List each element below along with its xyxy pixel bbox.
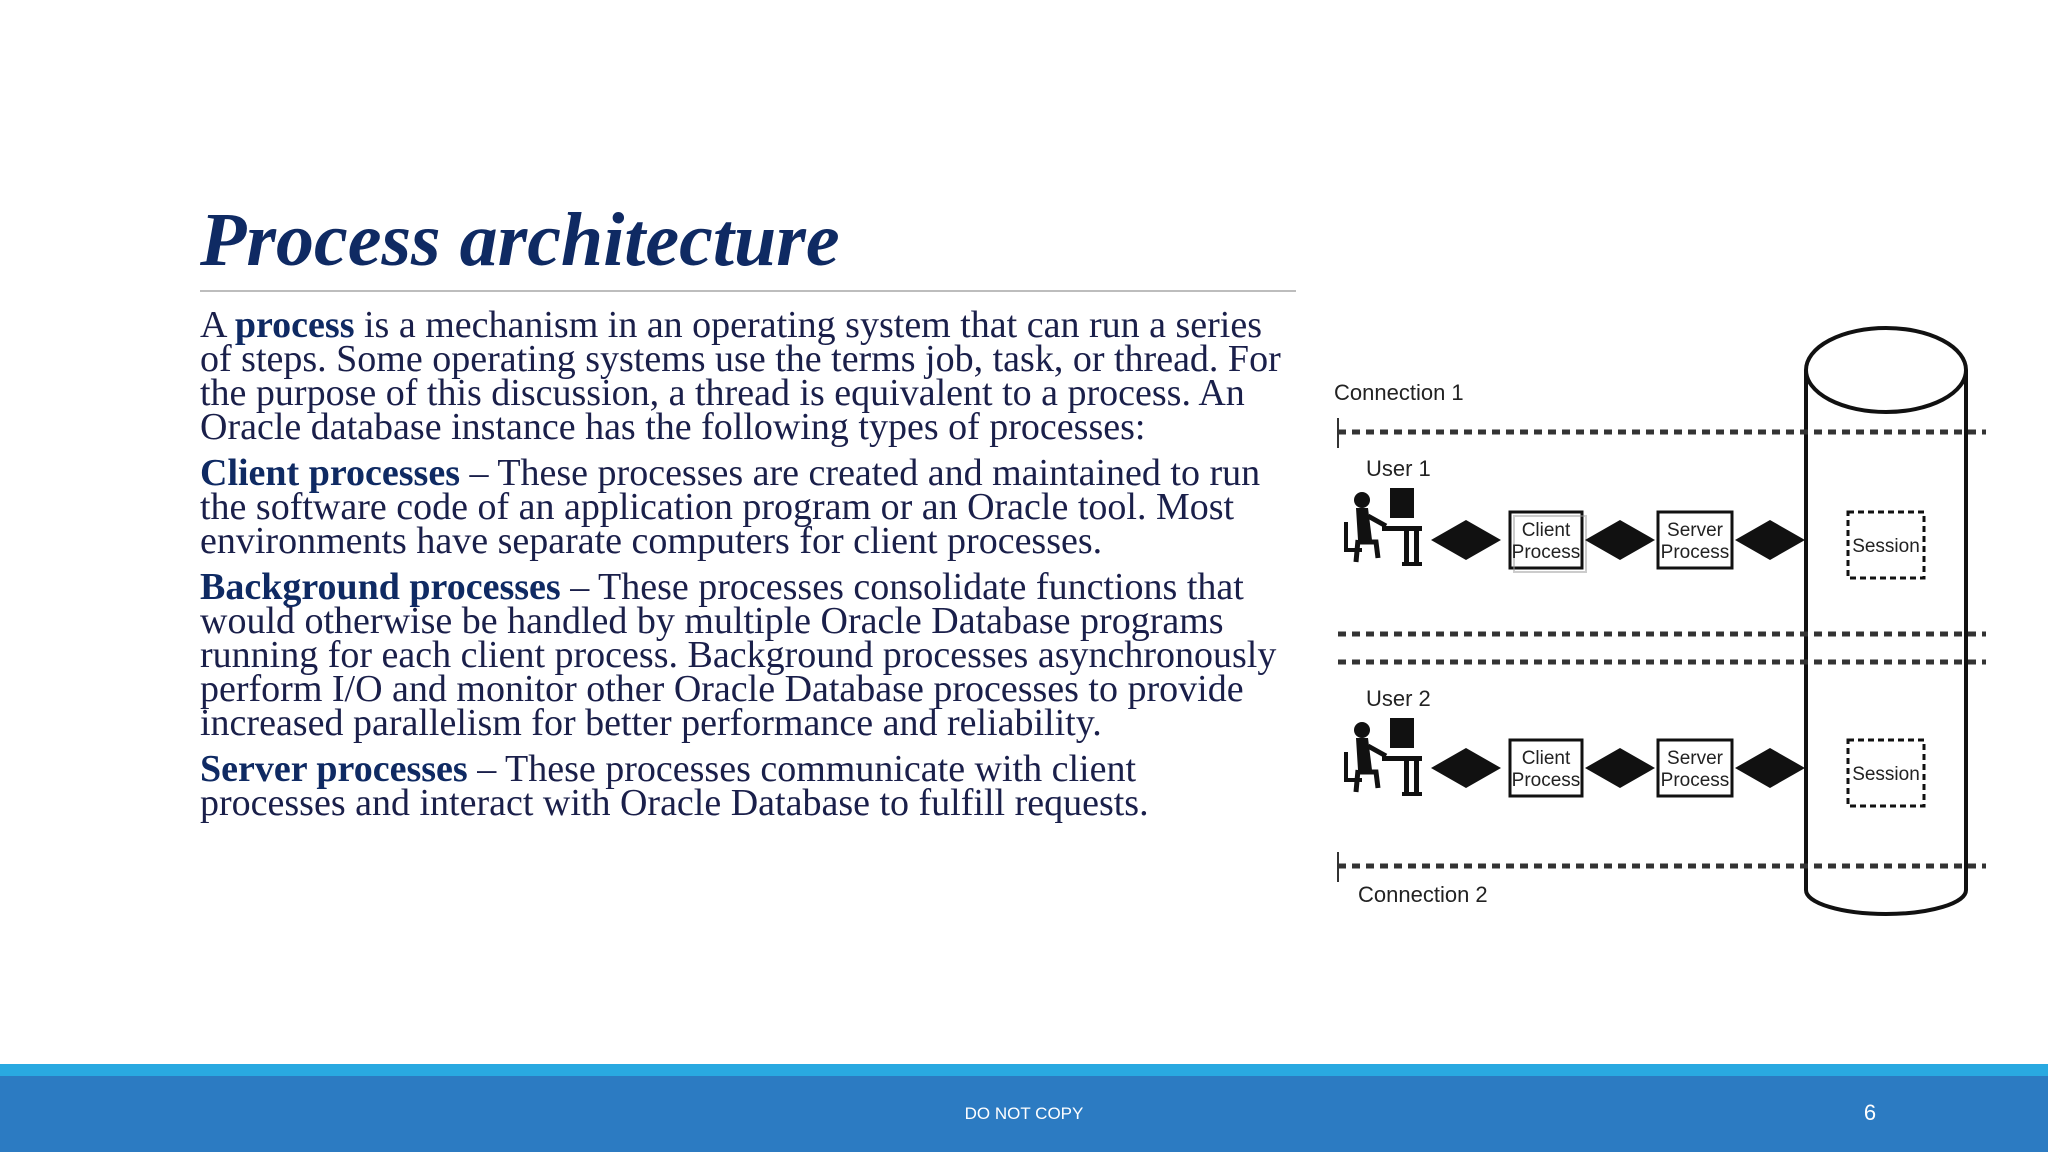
process-diagram (1296, 290, 2048, 1050)
session-box-1 (1848, 512, 1924, 578)
footer-notice: DO NOT COPY (964, 1104, 1084, 1123)
page-number: 6 (1863, 1100, 1877, 1125)
user-2-workstation-icon (1346, 718, 1422, 796)
client-process-2-line1: Client (1521, 748, 1571, 769)
user-2-label: User 2 (1366, 686, 1431, 711)
session-box-2 (1848, 740, 1924, 806)
client-process-2-line2: Process (1511, 770, 1581, 791)
client-process-1-line2: Process (1511, 542, 1581, 563)
process-diagram-svg (1296, 290, 2048, 1050)
paragraph-process (200, 304, 1290, 448)
term-client-processes: Client processes (200, 452, 460, 494)
client-process-box-1 (1510, 512, 1586, 572)
server-process-2-line1: Server (1667, 748, 1723, 769)
paragraph-text: – These processes consolidate functions that would otherwise be handled by multiple Oracle Database programs running for each client process. Background processes asynchronously perform I/O and monitor other Oracle Database processes to provide increased parallelism for better performance and reliability. (200, 566, 1277, 744)
body-text (200, 304, 1290, 832)
server-process-2-line2: Process (1660, 770, 1730, 791)
paragraph-server-processes (200, 748, 1290, 824)
connection-2-label: Connection 2 (1358, 882, 1488, 907)
paragraph-text: is a mechanism in an operating system that can run a series of steps. Some operating systems use the terms job, task, or thread. For the purpose of this discussion, a thread is equivalent to a process. An Oracle database instance has the following types of processes: (200, 304, 1281, 448)
user-1-workstation-icon (1346, 488, 1422, 566)
database-cylinder (1806, 328, 1966, 914)
term-process: process (234, 304, 355, 346)
user-1-label: User 1 (1366, 456, 1431, 481)
session-2-label: Session (1852, 764, 1920, 785)
session-1-label: Session (1852, 536, 1920, 557)
client-process-box-2 (1510, 740, 1582, 796)
term-server-processes: Server processes (200, 748, 468, 790)
client-process-1-line1: Client (1521, 520, 1571, 541)
slide-title: Process architecture (200, 198, 840, 282)
connection-1-label: Connection 1 (1334, 380, 1464, 405)
footer-accent-stripe (0, 1064, 2048, 1076)
paragraph-client-processes (200, 452, 1290, 562)
server-process-box-1 (1658, 512, 1732, 568)
paragraph-text: – These processes are created and maintained to run the software code of an application program or an Oracle tool. Most environments have separate computers for client processes. (200, 452, 1261, 562)
server-process-1-line2: Process (1660, 542, 1730, 563)
term-background-processes: Background processes (200, 566, 561, 608)
server-process-1-line1: Server (1667, 520, 1723, 541)
paragraph-lead: A (200, 304, 235, 346)
paragraph-text: – These processes communicate with client processes and interact with Oracle Database to fulfill requests. (200, 748, 1149, 824)
server-process-box-2 (1658, 740, 1732, 796)
paragraph-background-processes (200, 566, 1290, 744)
